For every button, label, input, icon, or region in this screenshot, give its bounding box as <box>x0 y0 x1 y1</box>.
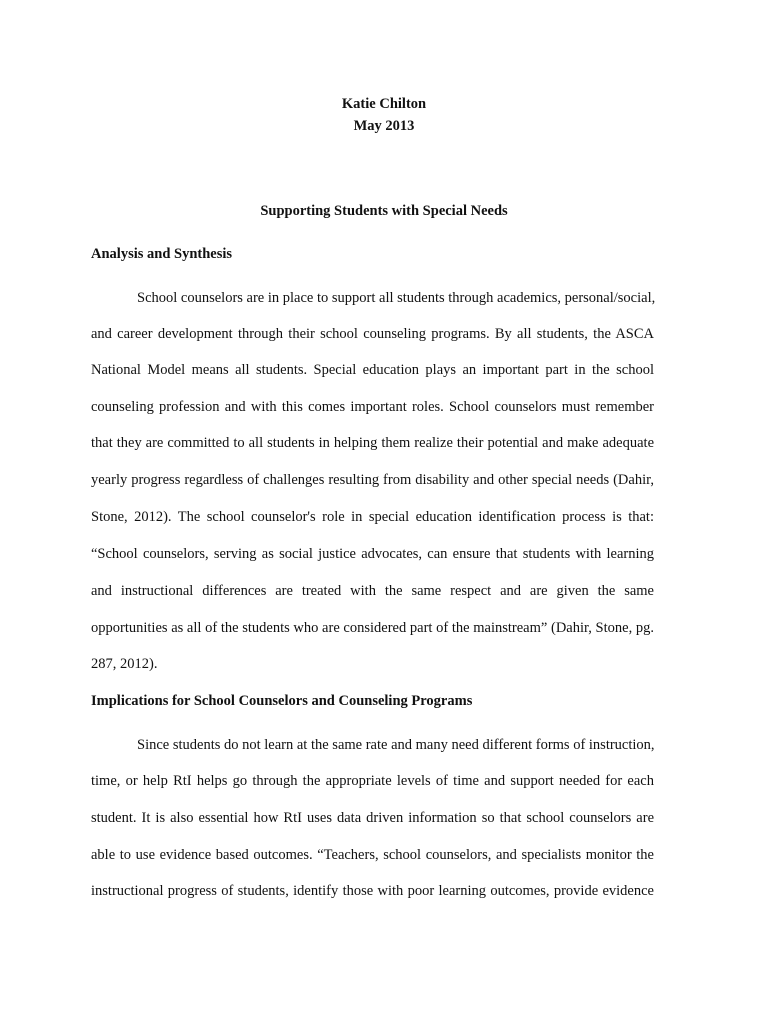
paragraph-line: Stone, 2012). The school counselor's role in special education identification process is that: <box>91 509 654 525</box>
paragraph-line: time, or help RtI helps go through the appropriate levels of time and support needed for each <box>91 773 654 789</box>
paragraph-line: instructional progress of students, identify those with poor learning outcomes, provide evidence <box>91 883 654 899</box>
paragraph-line: and instructional differences are treated with the same respect and are given the same <box>91 583 654 599</box>
document-date: May 2013 <box>353 118 415 134</box>
paragraph-line: student. It is also essential how RtI uses data driven information so that school counselors are <box>91 810 654 826</box>
document-title: Supporting Students with Special Needs <box>260 203 508 219</box>
section-heading-analysis: Analysis and Synthesis <box>91 246 233 262</box>
paragraph-line: “School counselors, serving as social justice advocates, can ensure that students with learning <box>91 546 654 562</box>
paragraph-line: Since students do not learn at the same rate and many need different forms of instruction, <box>137 737 655 753</box>
paragraph-line: able to use evidence based outcomes. “Teachers, school counselors, and specialists monitor the <box>91 847 654 863</box>
paragraph-line: 287, 2012). <box>91 656 158 672</box>
paragraph-line: counseling profession and with this comes important roles. School counselors must remember <box>91 399 654 415</box>
paragraph-line: National Model means all students. Special education plays an important part in the school <box>91 362 654 378</box>
paragraph-line: and career development through their school counseling programs. By all students, the ASCA <box>91 326 654 342</box>
section-heading-implications: Implications for School Counselors and Counseling Programs <box>91 693 473 709</box>
paragraph-line: that they are committed to all students in helping them realize their potential and make adequate <box>91 435 654 451</box>
paragraph-line: yearly progress regardless of challenges resulting from disability and other special needs (Dahir, <box>91 472 654 488</box>
author-name: Katie Chilton <box>341 96 427 112</box>
paragraph-line: opportunities as all of the students who are considered part of the mainstream” (Dahir, Stone, pg. <box>91 620 654 636</box>
paragraph-line: School counselors are in place to support all students through academics, personal/social, <box>137 290 656 306</box>
